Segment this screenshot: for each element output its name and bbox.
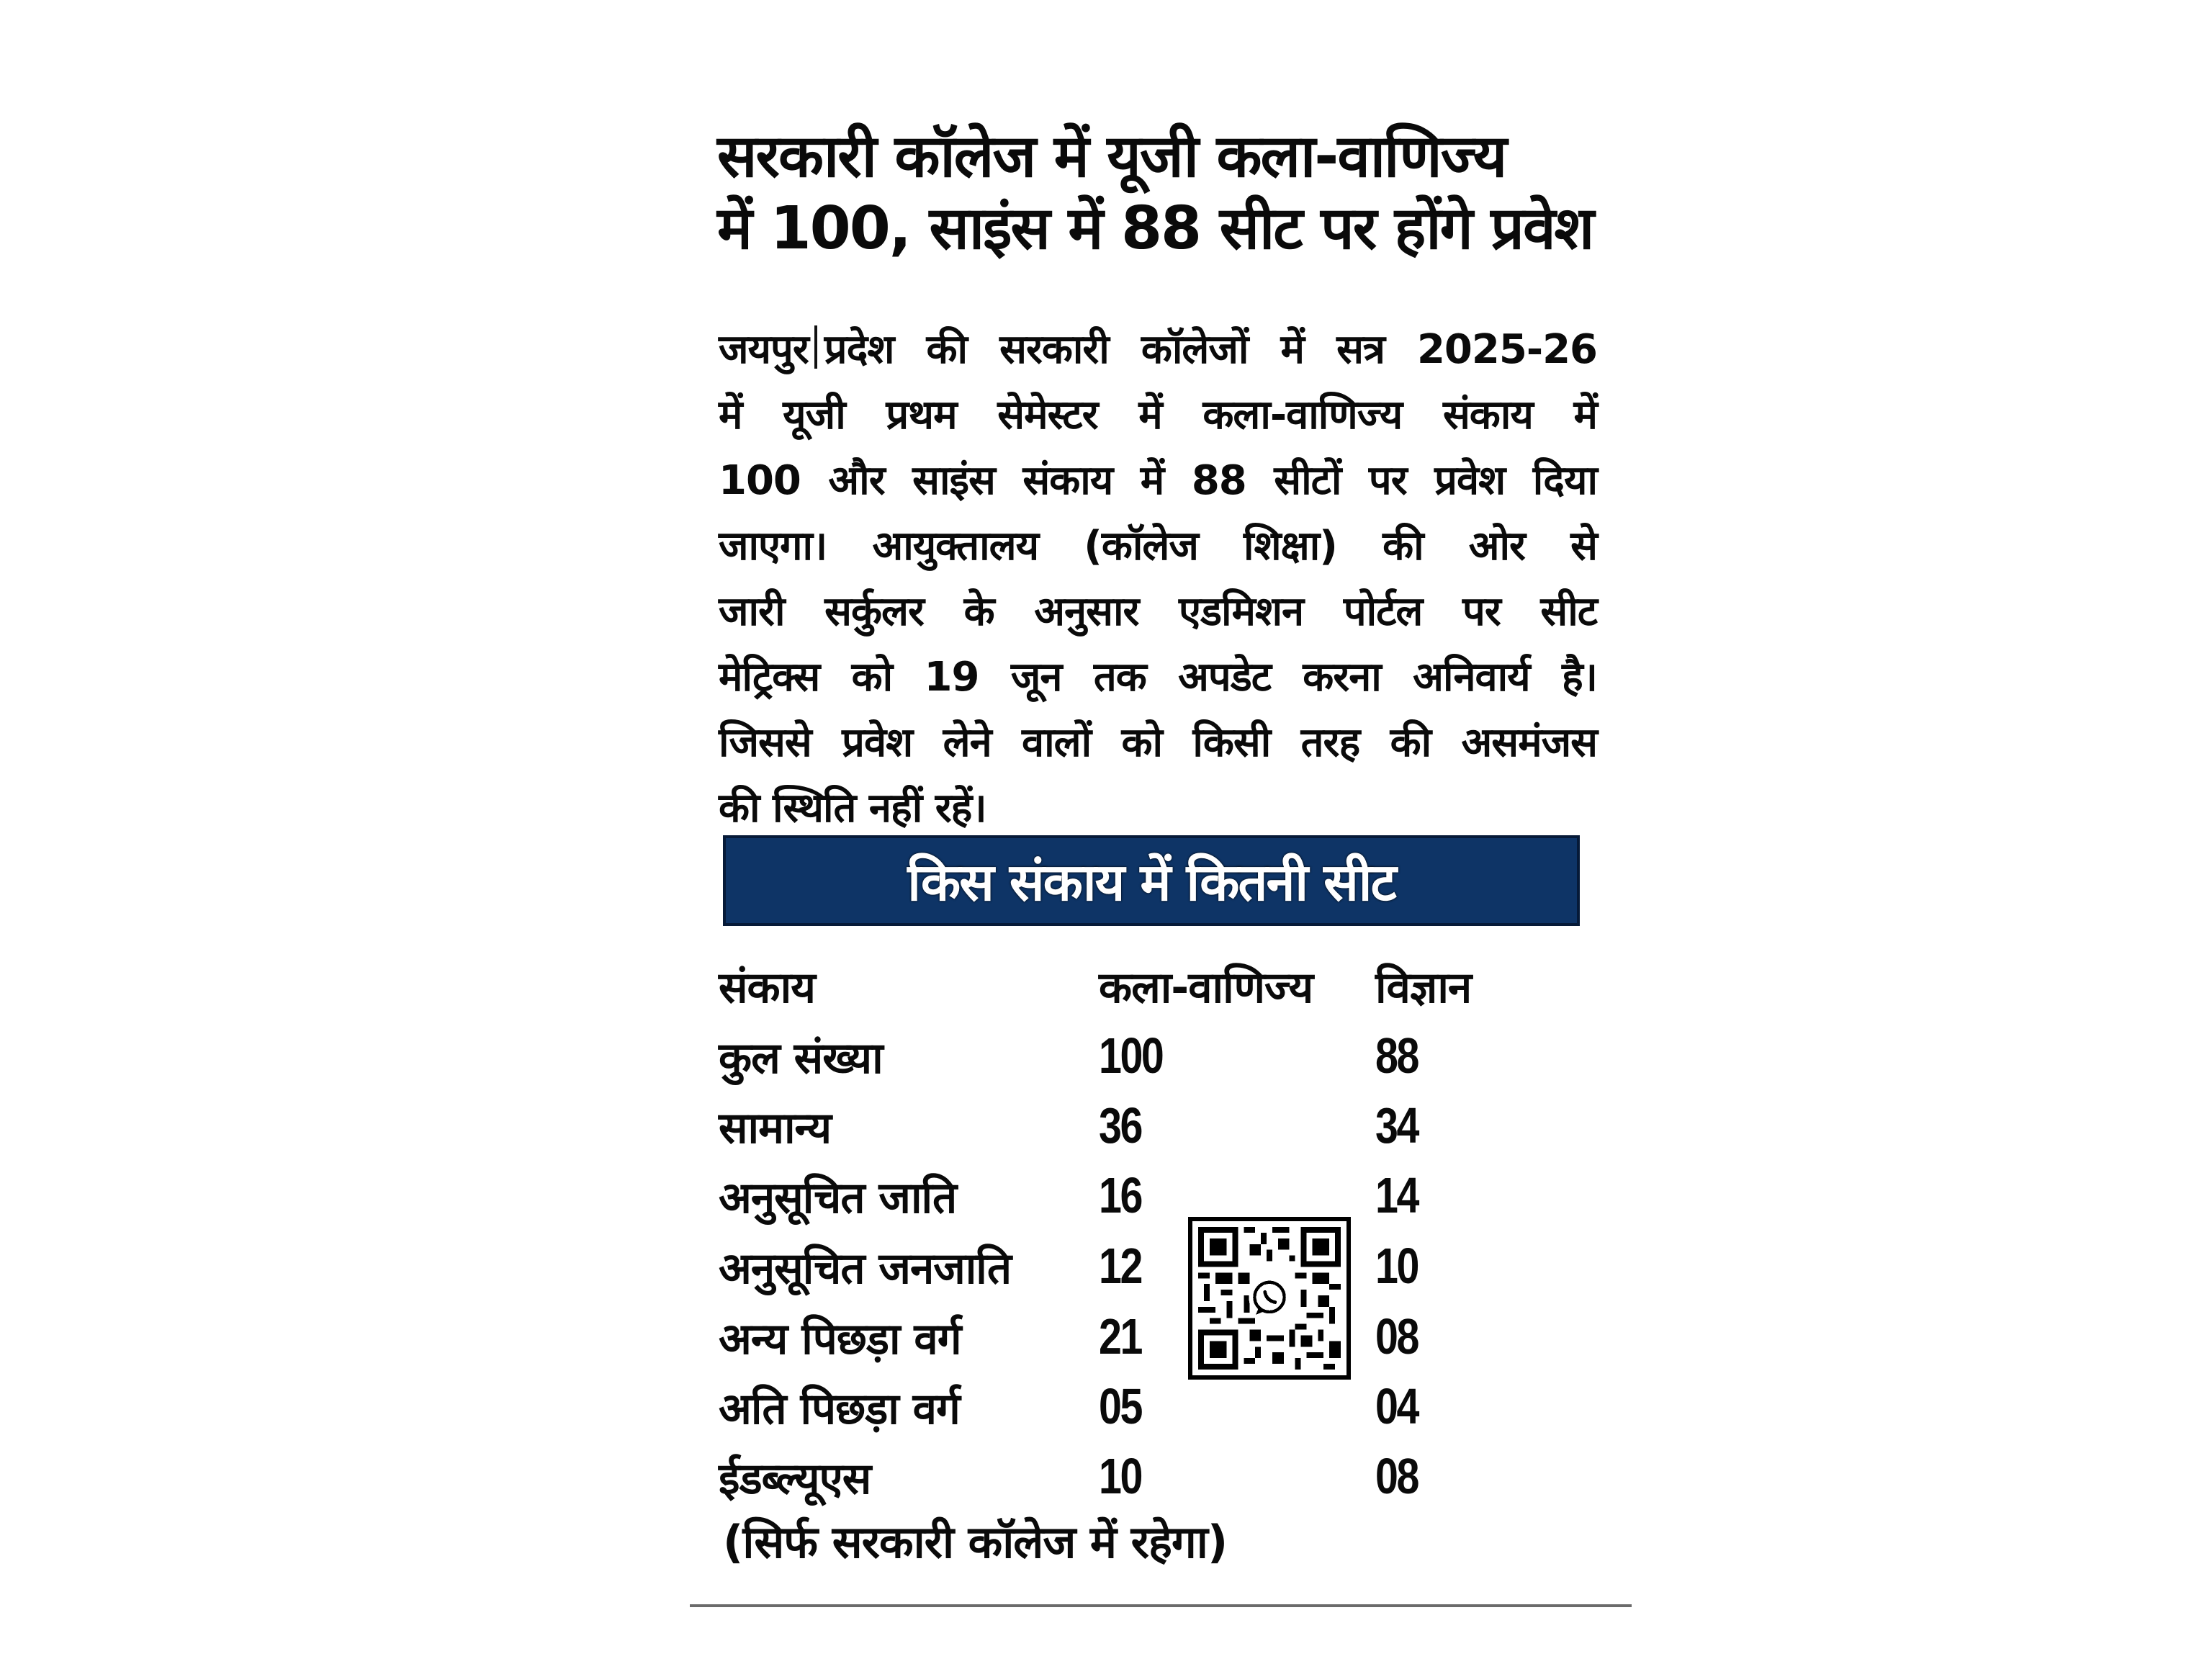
body-line-4: जाएगा। आयुक्तालय (कॉलेज शिक्षा) की ओर से <box>719 523 1597 570</box>
table-row: अनुसूचित जाति 16 14 <box>719 1167 1418 1223</box>
table-title-banner <box>723 835 1580 926</box>
table-row: सामान्य 36 34 <box>719 1097 1418 1154</box>
body-line-8: की स्थिति नहीं रहें। <box>719 785 986 832</box>
table-row: अति पिछड़ा वर्ग 05 04 <box>719 1378 1418 1434</box>
headline-line-1: सरकारी कॉलेज में यूजी कला-वाणिज्य <box>717 122 1506 191</box>
table-footnote: (सिर्फ सरकारी कॉलेज में रहेगा) <box>723 1516 1228 1568</box>
article-body <box>719 317 1597 841</box>
table-row: कुल संख्या 100 88 <box>719 1028 1418 1084</box>
body-line-2: में यूजी प्रथम सेमेस्टर में कला-वाणिज्य संकाय में <box>719 392 1597 439</box>
table-row: अन्य पिछड़ा वर्ग 21 08 <box>719 1308 1418 1364</box>
dateline-separator <box>814 325 817 369</box>
table-header-row <box>719 956 1590 1021</box>
whatsapp-qr-code[interactable] <box>1188 1217 1351 1380</box>
body-line-7: जिससे प्रवेश लेने वालों को किसी तरह की असमंजस <box>719 719 1597 766</box>
table-title: किस संकाय में कितनी सीट <box>907 852 1395 912</box>
whatsapp-icon <box>1249 1277 1290 1318</box>
body-line-3: 100 और साइंस संकाय में 88 सीटों पर प्रवेश दिया <box>719 457 1597 504</box>
qr-code-icon <box>1198 1227 1341 1370</box>
body-line-6: मेट्रिक्स को 19 जून तक अपडेट करना अनिवार्य है। <box>719 654 1597 701</box>
table-row: अनुसूचित जनजाति 12 10 <box>719 1238 1418 1294</box>
headline <box>717 121 1610 265</box>
header-arts-commerce: कला-वाणिज्य <box>1099 963 1313 1013</box>
bottom-rule <box>690 1604 1632 1607</box>
headline-line-2: में 100, साइंस में 88 सीट पर होंगे प्रवेश <box>717 194 1593 263</box>
dateline: जयपुर <box>719 326 809 373</box>
table-row: ईडब्ल्यूएस 10 08 <box>719 1448 1418 1504</box>
header-science: विज्ञान <box>1375 963 1472 1013</box>
header-faculty: संकाय <box>719 963 815 1013</box>
body-line-5: जारी सर्कुलर के अनुसार एडमिशन पोर्टल पर सीट <box>719 588 1597 635</box>
body-line-1: जयपुर प्रदेश की सरकारी कॉलेजों में सत्र 2025-26 <box>719 326 1597 373</box>
